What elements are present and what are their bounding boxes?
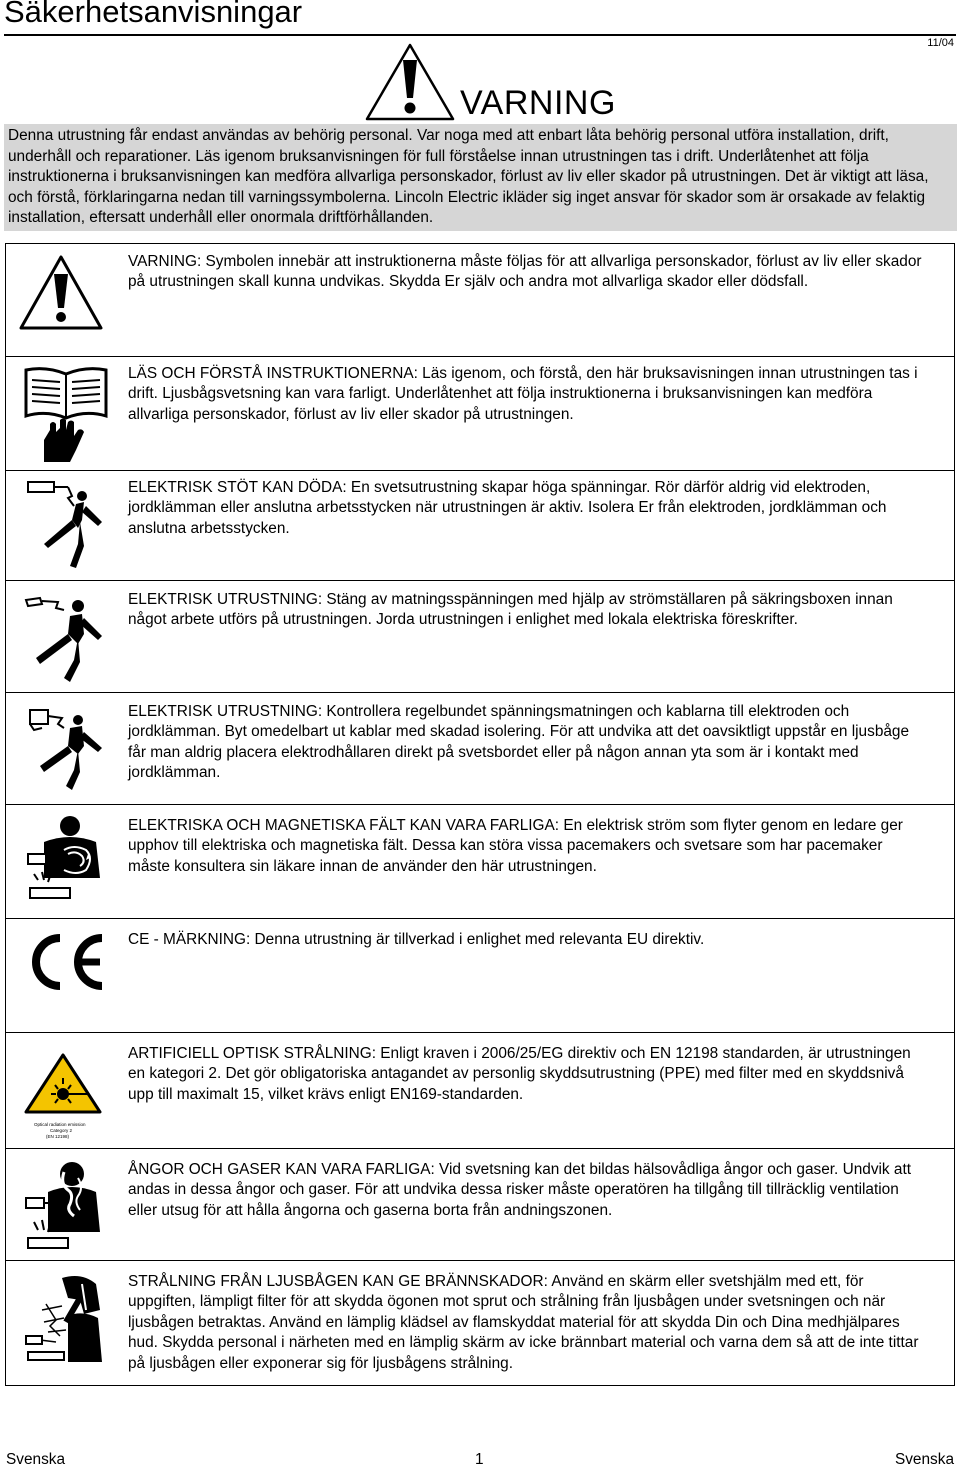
safety-row-ce-mark — [6, 918, 954, 1033]
section-text: ÅNGOR OCH GASER KAN VARA FARLIGA: Vid svetsning kan det bildas hälsovådliga ångor och gaser. Undvik att andas in dessa ångor och gaser. För att undvika dessa risker måste operatören ha tillgång till tillräcklig ventilation eller utsug för att hålla ångorna och gaserna borta från andningszonen. — [128, 1161, 912, 1219]
section-text: CE - MÄRKNING: Denna utrustning är tillverkad i enlighet med relevanta EU direktiv. — [128, 931, 705, 948]
electric-equipment-icon — [22, 588, 108, 684]
section-text: VARNING: Symbolen innebär att instruktionerna måste följas för att allvarliga personskador, förlust av liv eller skador på utrustningen skall kunna undvikas. Skydda Er själv och andra mot allvarliga skador eller dödsfall. — [128, 253, 922, 291]
read-manual-icon — [24, 366, 108, 462]
footer-language-right: Svenska — [894, 1451, 954, 1468]
safety-row-electric-cable — [6, 692, 954, 805]
safety-row-electric-shock — [6, 470, 954, 581]
safety-row-fumes — [6, 1148, 954, 1261]
section-text: STRÅLNING FRÅN LJUSBÅGEN KAN GE BRÄNNSKADOR: Använd en skärm eller svetshjälm med ett, för uppgiften, lämpligt filter för att skydda ögonen mot sprut och strålning från ljusbågen under svetsningen och när ljusbågen betraktas. Använd en lämplig klädsel av flamskyddat material för att skydda Din och Dina medhjälpares hud. Skydda personal i närheten med en lämplig skärm av icke brännbart material och varna dem så att de inte tittar på ljusbågen eller exponerar sig för ljusbågens strålning. — [128, 1273, 919, 1372]
safety-row-arc-rays — [6, 1260, 954, 1386]
footer-language-left: Svenska — [6, 1451, 66, 1468]
magnetic-field-icon — [24, 814, 110, 908]
section-text: ELEKTRISK UTRUSTNING: Kontrollera regelbundet spänningsmatningen och kablarna till elektroden och jordklämman. Byt omedelbart ut kablar med skadad isolering. För att undvika att det oavsiktligt uppstår en ljusbåge får man aldrig placera elektrodhållaren direkt på svetsbordet eller på någon annan yta som är i kontakt med jordklämman. — [128, 703, 910, 782]
warning-heading: VARNING — [460, 84, 616, 122]
section-text: ELEKTRISK STÖT KAN DÖDA: En svetsutrustning skapar höga spänningar. Rör därför aldrig vid elektroden, jordklämman eller anslutna arbetsstycken när utrustningen är aktiv. Isolera Er från elektroden, jordklämman och anslutna arbetsstycken. — [128, 479, 887, 537]
electric-cable-icon — [24, 704, 108, 794]
section-text: LÄS OCH FÖRSTÅ INSTRUKTIONERNA: Läs igenom, och förstå, den här bruksavisningen innan utrustningen tas i drift. Ljusbågsvetsning kan vara farligt. Underlåtenhet att följa instruktionerna i bruksanvisningen kan medföra allvarliga personskador, förlust av liv eller skador på utrustningen. — [128, 365, 918, 423]
page-title: Säkerhetsanvisningar — [4, 0, 303, 29]
section-text: ELEKTRISK UTRUSTNING: Stäng av matningsspänningen med hjälp av strömställaren på säkringsboxen innan något arbete utförs på utrustningen. Jorda utrustningen i enlighet med lokala elektriska föreskrifter. — [128, 591, 893, 629]
safety-row-warning — [6, 244, 954, 357]
optical-radiation-label: Optical radiation emission Category 2 (EN 12198) — [34, 1122, 86, 1139]
optical-radiation-icon — [20, 1052, 106, 1114]
intro-paragraph: Denna utrustning får endast användas av behörig personal. Var noga med att enbart låta behörig personal utföra installation, drift, underhåll och reparationer. Läs igenom bruksanvisningen för full förståelse innan utrustningen tas i drift. Underlåtenhet att följa instruktionerna i bruksanvisningen kan medföra allvarliga personskador, förlust av liv eller skador på utrustningen. Det är viktigt att läsa, och förstå, förklaringarna nedan till varningssymbolerna. Lincoln Electric ikläder sig inget ansvar för skador som är orsakade av felaktig installation, eftersatt underhåll eller onormala driftförhållanden. — [4, 124, 957, 231]
fumes-icon — [22, 1158, 108, 1252]
warning-triangle-icon — [364, 42, 456, 122]
safety-row-optical-radiation — [6, 1032, 954, 1149]
arc-rays-icon — [22, 1270, 108, 1366]
title-divider — [4, 34, 956, 36]
ce-mark-icon — [24, 932, 108, 992]
section-text: ARTIFICIELL OPTISK STRÅLNING: Enligt kraven i 2006/25/EG direktiv och EN 12198 standarden, är utrustningen en kategori 2. Det gör obligatoriska antagandet av personlig skyddsutrustning (PPE) med filter med en skyddsnivå upp till maximalt 15, vilket krävs enligt EN169-standarden. — [128, 1045, 911, 1103]
warning-triangle-icon — [18, 254, 104, 334]
safety-row-electric-equipment — [6, 580, 954, 693]
safety-symbols-table — [5, 243, 955, 1386]
revision-date: 11/04 — [927, 37, 954, 49]
footer-page-number: 1 — [475, 1451, 484, 1468]
electric-shock-icon — [24, 476, 108, 572]
safety-row-read-manual — [6, 356, 954, 471]
safety-row-magnetic-field — [6, 804, 954, 919]
section-text: ELEKTRISKA OCH MAGNETISKA FÄLT KAN VARA FARLIGA: En elektrisk ström som flyter genom en ledare ger upphov till elektriska och magnetiska fält. Dessa kan störa vissa pacemakers och svetsare som har pacemaker måste konsultera sin läkare innan de använder den här utrustningen. — [128, 817, 903, 875]
